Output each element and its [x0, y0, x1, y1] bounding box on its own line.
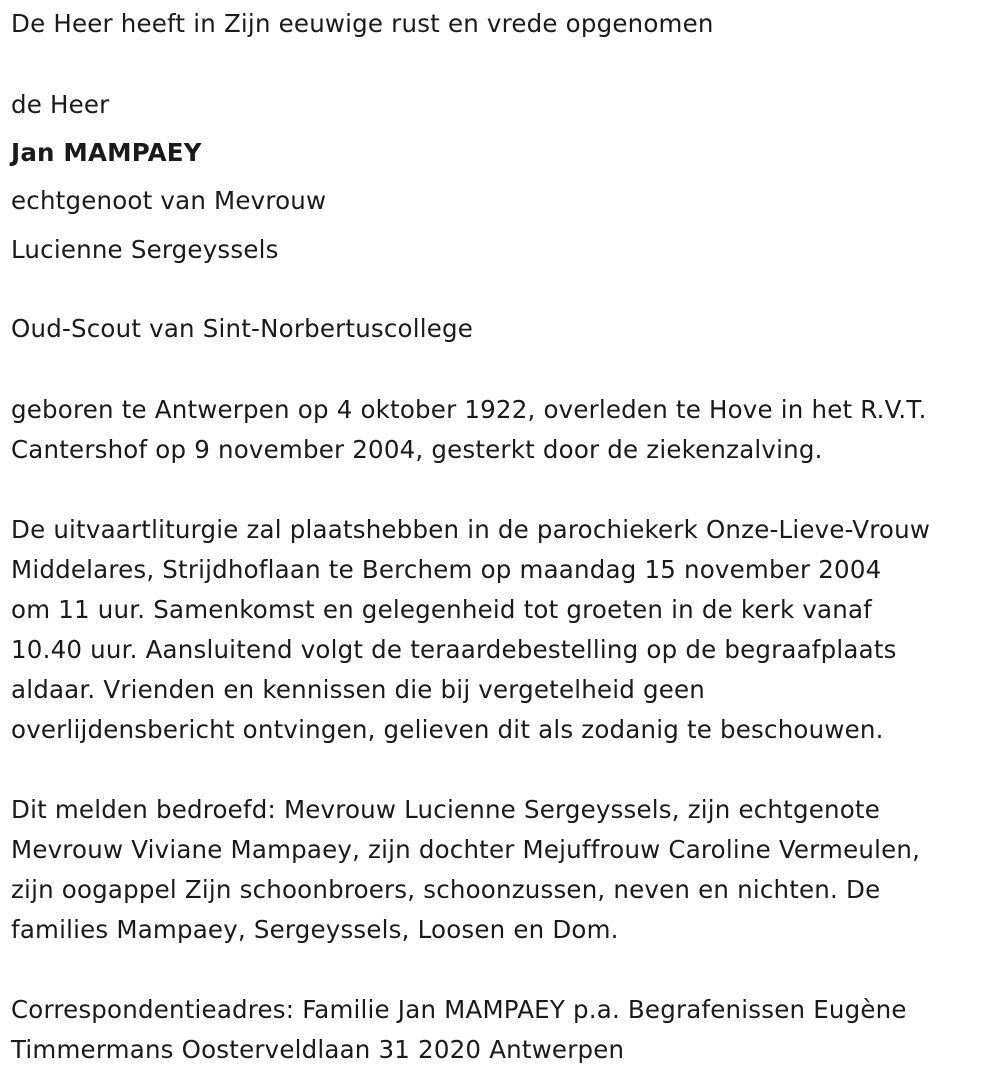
paragraph-line: zijn oogappel Zijn schoonbroers, schoonzussen, neven en nichten. De [11, 875, 881, 904]
paragraph-line: families Mampaey, Sergeyssels, Loosen en Dom. [11, 915, 619, 944]
paragraph-line: geboren te Antwerpen op 4 oktober 1922, overleden te Hove in het R.V.T. [11, 395, 927, 424]
paragraph-line: Dit melden bedroefd: Mevrouw Lucienne Sergeyssels, zijn echtgenote [11, 795, 880, 824]
paragraph-line: De uitvaartliturgie zal plaatshebben in de parochiekerk Onze-Lieve-Vrouw [11, 515, 931, 544]
funeral-paragraph [11, 510, 996, 750]
paragraph-line: aldaar. Vrienden en kennissen die bij vergetelheid geen [11, 675, 706, 704]
affiliation-line: Oud-Scout van Sint-Norbertuscollege [11, 314, 474, 343]
mourners-paragraph [11, 790, 996, 950]
paragraph-line: Correspondentieadres: Familie Jan MAMPAEY p.a. Begrafenissen Eugène [11, 995, 907, 1024]
paragraph-line: overlijdensbericht ontvingen, gelieven dit als zodanig te beschouwen. [11, 715, 884, 744]
birth-death-paragraph [11, 390, 996, 470]
deceased-name: Jan MAMPAEY [11, 138, 202, 167]
paragraph-line: Mevrouw Viviane Mampaey, zijn dochter Mejuffrouw Caroline Vermeulen, [11, 835, 921, 864]
correspondence-paragraph [11, 990, 996, 1070]
paragraph-line: 10.40 uur. Aansluitend volgt de teraardebestelling op de begraafplaats [11, 635, 897, 664]
paragraph-line: Timmermans Oosterveldlaan 31 2020 Antwerpen [11, 1035, 625, 1064]
spouse-line-1: echtgenoot van Mevrouw [11, 186, 327, 215]
paragraph-line: om 11 uur. Samenkomst en gelegenheid tot groeten in de kerk vanaf [11, 595, 873, 624]
paragraph-line: Middelares, Strijdhoflaan te Berchem op maandag 15 november 2004 [11, 555, 882, 584]
intro-line: De Heer heeft in Zijn eeuwige rust en vrede opgenomen [11, 9, 714, 38]
spouse-line-2: Lucienne Sergeyssels [11, 235, 279, 264]
paragraph-line: Cantershof op 9 november 2004, gesterkt door de ziekenzalving. [11, 435, 823, 464]
title-line: de Heer [11, 90, 110, 119]
